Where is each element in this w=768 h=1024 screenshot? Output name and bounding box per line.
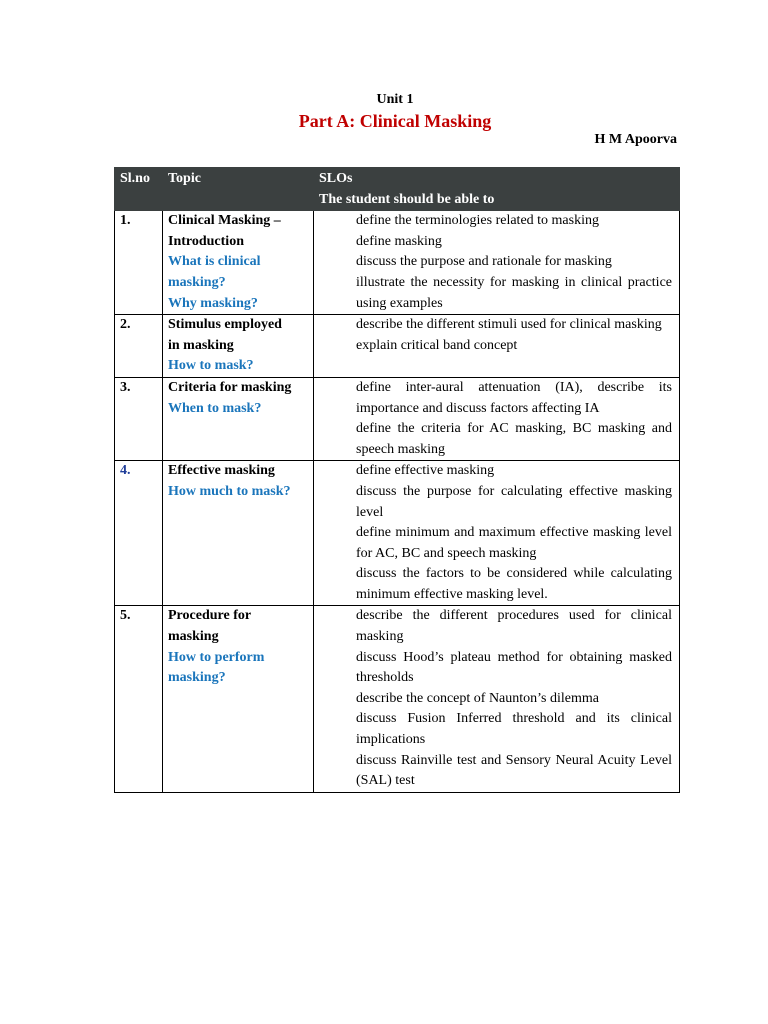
slo-item: discuss the factors to be considered while calculating minimum effective masking level. [356,566,672,602]
topic-question: masking? [168,274,226,290]
slo-item: illustrate the necessity for masking in clinical practice using examples [356,274,672,311]
row-number: 4. [115,461,163,606]
row-topic-cell [163,315,314,378]
header-slno: Sl.no [115,168,163,211]
table-row [115,461,680,606]
topic-question: Why masking? [168,295,258,311]
table-row [115,377,680,460]
row-topic-cell [163,461,314,606]
header-slos-subtitle: The student should be able to [319,191,495,207]
slo-item: define masking [356,233,442,249]
table-header-row [115,168,680,211]
slo-item: describe the concept of Naunton’s dilemma [356,690,599,706]
row-topic-cell [163,211,314,315]
topic-title: masking [168,629,219,645]
slo-item: explain critical band concept [356,337,518,353]
topic-question: How to mask? [168,358,254,374]
slo-item: discuss Fusion Inferred threshold and its clinical implications [356,711,672,748]
table-row [115,315,680,378]
row-topic-cell [163,377,314,460]
row-topic-cell [163,606,314,792]
table-row [115,211,680,315]
topic-title: Criteria for masking [168,379,292,395]
slo-item: describe the different procedures used for clinical masking [356,608,672,645]
row-slos-cell [314,377,680,460]
topic-title: Stimulus employed [168,317,282,333]
slo-item: discuss the purpose for calculating effective masking level [356,483,672,520]
topic-title: Procedure for [168,608,252,624]
part-title: Part A: Clinical Masking [298,111,492,131]
slo-item: define inter-aural attenuation (IA), describe its importance and discuss factors affecting IA [356,379,672,416]
slo-table [114,167,680,793]
table-row [115,606,680,792]
slo-item: discuss Rainville test and Sensory Neural Acuity Level (SAL) test [356,752,672,789]
author-name: H M Apoorva [594,132,677,147]
header-topic: Topic [163,168,314,211]
slo-item: discuss the purpose and rationale for masking [356,254,612,270]
row-slos-cell [314,461,680,606]
row-slos-cell [314,606,680,792]
header-slos [314,168,680,211]
topic-question: When to mask? [168,400,262,416]
topic-question: How to perform [168,649,265,665]
table-body [115,211,680,793]
row-number: 3. [115,377,163,460]
row-number: 5. [115,606,163,792]
slo-item: define effective masking [356,463,495,479]
topic-question: masking? [168,670,226,686]
slo-item: define the criteria for AC masking, BC masking and speech masking [356,421,672,457]
row-slos-cell [314,315,680,378]
topic-title: Clinical Masking – [168,213,281,229]
row-number: 1. [115,211,163,315]
unit-title: Unit 1 [376,92,414,107]
row-number: 2. [115,315,163,378]
topic-title: Effective masking [168,463,275,479]
slo-item: discuss Hood’s plateau method for obtaining masked thresholds [356,649,672,686]
topic-question: How much to mask? [168,483,291,499]
slo-item: describe the different stimuli used for clinical masking [356,317,662,333]
slo-item: define the terminologies related to masking [356,213,599,229]
header-slos-label: SLOs [319,171,353,186]
row-slos-cell [314,211,680,315]
topic-title: Introduction [168,233,244,249]
slo-item: define minimum and maximum effective masking level for AC, BC and speech masking [356,525,672,561]
topic-question: What is clinical [168,254,261,270]
topic-title: in masking [168,337,234,353]
